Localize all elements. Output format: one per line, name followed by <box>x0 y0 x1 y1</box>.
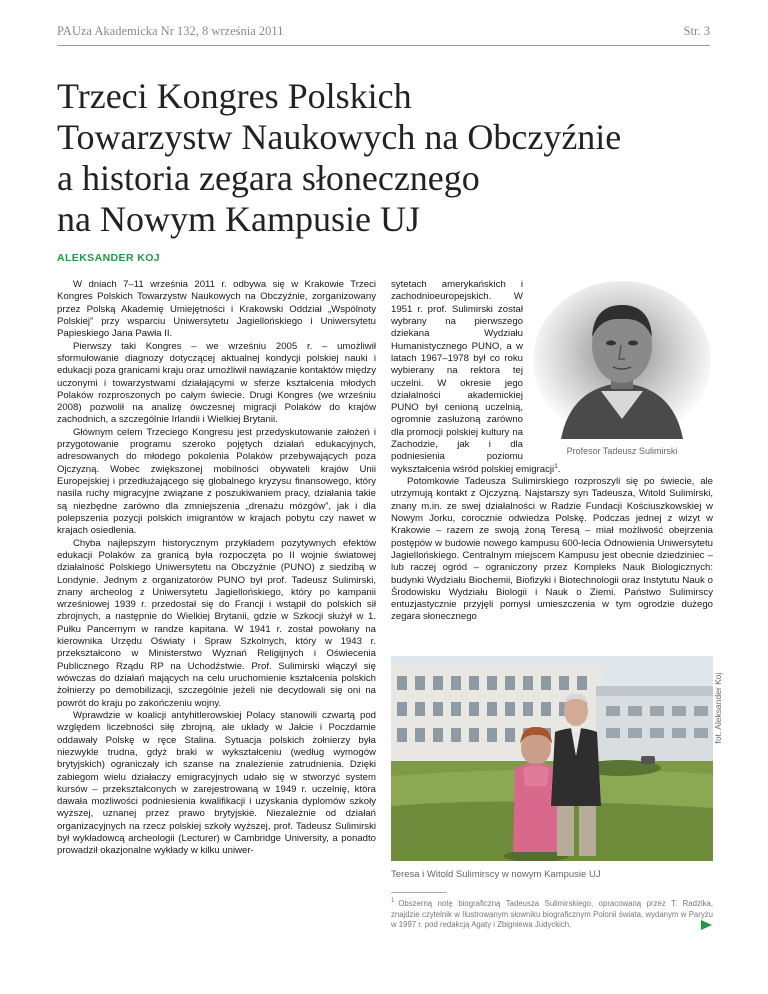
title-line: na Nowym Kampusie UJ <box>57 199 420 239</box>
paragraph-end: . <box>557 463 561 475</box>
paragraph: Wprawdzie w koalicji antyhitlerowskiej Polacy stanowili czwartą pod względem liczebności siłę zbrojną, ale układy w Jałcie i Poczdamie oddawały Polskę w ręce Stalina. Sytuacja polskich żołnierzy była niezwykle trudna, gdyż braki w wykształceniu (według wymogów brytyjskich) ograniczały ich szanse na znalezienie zatrudnienia. Dzięki zabiegom wielu działaczy emigracyjnych udało się w stworzyć system kursów – przekształconych w zarejestrowaną w 1949 r. uczelnię, która dawała możliwości podniesienia kwalifikacji i uzyskania dyplomów szkoły wyższej, uznanej przez prawo brytyjskie. Niezależnie od działań organizacyjnych na rzecz polskiej szkoły wyższej, prof. Tadeusz Sulimirski był wykładowcą archeologii (Lecturer) w Cambridge University, a ponadto prowadził okazjonalne wykłady w kilku uniwer- <box>57 709 376 857</box>
portrait-photo <box>531 279 713 439</box>
portrait-figure <box>531 279 713 456</box>
photo-credit <box>712 648 724 770</box>
paragraph: Głównym celem Trzeciego Kongresu jest przedyskutowanie założeń i przygotowanie programu szeroko pojętych działań edukacyjnych, adresowanych do młodego pokolenia Polaków przebywających poza Ojczyzną. Wobec zwiększonej mobilności obywateli krajów Unii Europejskiej i przedłużającego się globalnego kryzysu finansowego, który nasila ruchy migracyjne związane z poszukiwaniem pracy, działania takie są niezbędne zarówno dla zmniejszenia „drenażu mózgów”, jak i dla polepszenia pozycji polskich imigrantów w krajach pobytu czy nawet w krajach osiedlenia. <box>57 426 376 537</box>
title-line: a historia zegara słonecznego <box>57 158 480 198</box>
publication-header: PAUza Akademicka Nr 132, 8 września 2011 <box>57 24 284 38</box>
photo-credit-text: fot. Aleksander Koj <box>713 672 723 744</box>
footnote-text: Obszerną notę biograficzną Tadeusza Sulimirskiego, opracowaną przez T. Radzika, znajdzie czytelnik w Ilustrowanym słowniku biograficznym Polonii świata, wydanym w Paryżu w 1997 r. pod redakcją Agaty i Zbigniewa Judyckich. <box>391 899 713 930</box>
footnote-number: 1 <box>391 898 395 905</box>
continue-arrow-icon[interactable] <box>701 920 712 930</box>
campus-photo <box>391 656 713 861</box>
footnote-ref[interactable]: 1 <box>554 462 558 470</box>
portrait-caption: Profesor Tadeusz Sulimirski <box>566 445 678 456</box>
paragraph: Chyba najlepszym historycznym przykładem pozytywnych efektów edukacji Polaków za granicą była rozpoczęta po II wojnie światowej działalność Polskiego Uniwersytetu na Obczyźnie (PUNO) z siedzibą w Londynie. Jednym z organizatorów PUNO był prof. Tadeusz Sulimirski, znany archeolog z Uniwersytetu Jagiellońskiego, który po kampanii wrześniowej 1939 r. przedostał się do Francji i wstąpił do polskich sił zbrojnych, a następnie do Wielkiej Brytanii, gdzie w Szkocji służył w 1. Pułku Pancernym w randze kapitana. W 1941 r. został powołany na kierownika Urzędu Oświaty i Spraw Szkolnych, który w 1943 r. przekształcono w Ministerstwo Wyznań Religijnych i Oświecenia Publicznego Rządu RP na Uchodźstwie. Prof. Sulimirski włączył się wówczas do działań mających na celu uruchomienie kształcenia polskich żołnierzy po demobilizacji, szczególnie jeżeli nie decydowali się oni na powrót do kraju po zakończeniu wojny. <box>57 537 376 709</box>
paragraph: Pierwszy taki Kongres – we wrześniu 2005 r. – umożliwił sformułowanie diagnozy dotyczącej aktualnej kondycji polskiej nauki i edukacji poza granicami kraju oraz umożliwił nawiązanie kontaktów między uczonymi i towarzystwami działającymi w sferze kształcenia młodych Polaków rozproszonych po całym świecie. Drugi Kongres (we wrześniu 2008) pozwolił na analizę ówczesnej migracji Polaków do krajów zachodnich, a szczególnie Irlandii i Wielkiej Brytanii. <box>57 340 376 426</box>
page-number: Str. 3 <box>683 24 710 38</box>
campus-photo-image <box>391 656 713 861</box>
footnote-divider <box>391 892 447 893</box>
paragraph: Potomkowie Tadeusza Sulimirskiego rozproszyli się po świecie, ale utrzymują kontakt z Ojczyzną. Najstarszy syn Tadeusza, Witold Sulimirski, znany m.in. ze swej działalności w Radzie Fundacji Kościuszkowskiej w Nowym Jorku, corocznie odwiedza Polskę. Podczas jednej z wizyt w Krakowie – razem ze swoją żoną Teresą – miał możliwość obejrzenia postępów w budowie nowego kampusu 600-lecia Odnowienia Uniwersytetu Jagiellońskiego. Centralnym miejscem Kampusu jest obecnie dziedziniec – lub raczej ogród – ograniczony przez Kompleks Nauk Biologicznych: budynki Wydziału Biochemii, Biofizyki i Biotechnologii oraz Instytutu Nauk o Środowisku Wydziału Biologii i Nauk o Ziemi. Państwo Sulimirscy entuzjastycznie przyjęli pomysł umieszczenia w tym ogrodzie dużego zegara słonecznego <box>391 476 713 623</box>
footnote <box>391 899 713 931</box>
paragraph: W dniach 7–11 września 2011 r. odbywa się w Krakowie Trzeci Kongres Polskich Towarzystw Naukowych na Obczyźnie, zorganizowany przez Polską Akademię Umiejętności i Krakowski Oddział „Wspólnoty Polskiej” przy wsparciu Uniwersytetu Jagiellońskiego i Uniwersytetu Papieskiego Jana Pawła II. <box>57 279 376 340</box>
article-title <box>57 76 717 240</box>
photo-caption: Teresa i Witold Sulimirscy w nowym Kampusie UJ <box>391 869 601 880</box>
title-line: Trzeci Kongres Polskich <box>57 76 412 116</box>
article-author: ALEKSANDER KOJ <box>57 252 161 264</box>
title-line: Towarzystw Naukowych na Obczyźnie <box>57 117 622 157</box>
paragraph-text: sytetach amerykańskich i zachodnioeuropejskich. W 1951 r. prof. Sulimirski został wybrany na pierwszego dziekana Wydziału Humanistycznego PUNO, a w latach 1967–1978 był co roku wybierany na rektora tej uczelni. W okresie jego działalności akademickiej PUNO był cenioną uczelnią, ogromnie zasłużoną zarówno dla promocji polskiej kultury na Zachodzie, jak i dla podniesienia poziomu wykształcenia wśród polskiej emigracji <box>391 279 555 475</box>
header-rule <box>57 45 710 46</box>
text-column-left <box>57 279 376 858</box>
text-column-right <box>391 279 713 624</box>
